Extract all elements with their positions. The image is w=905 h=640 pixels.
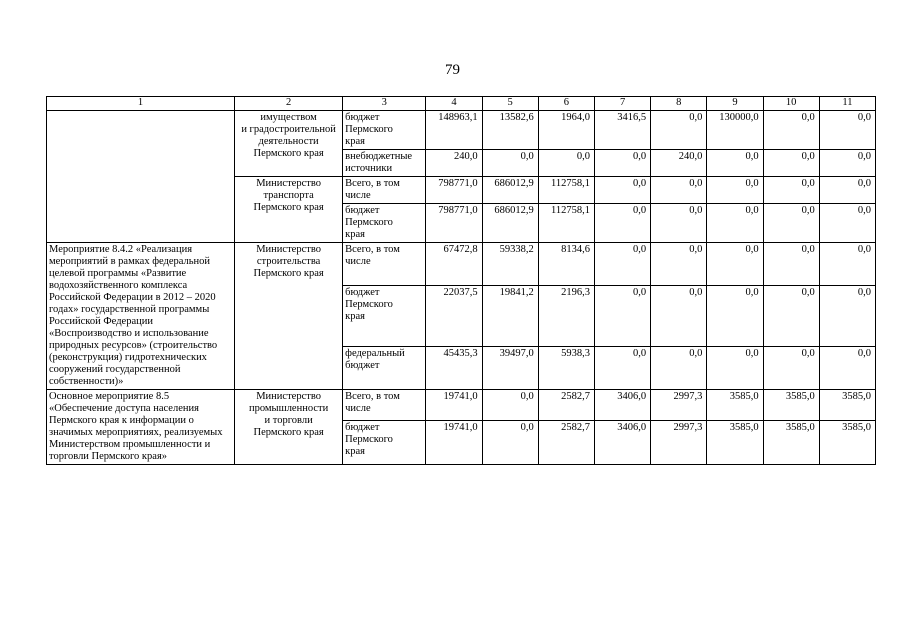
funding-source-cell: Всего, в том числе (343, 243, 426, 286)
column-header: 10 (763, 97, 819, 111)
value-cell: 3406,0 (594, 420, 650, 464)
value-cell: 3585,0 (763, 390, 819, 421)
value-cell: 19841,2 (482, 285, 538, 347)
activity-cell (47, 111, 235, 243)
value-cell: 13582,6 (482, 111, 538, 150)
column-header: 1 (47, 97, 235, 111)
value-cell: 0,0 (707, 347, 763, 390)
table-row (47, 243, 876, 286)
value-cell: 0,0 (763, 150, 819, 177)
value-cell: 0,0 (819, 150, 875, 177)
value-cell: 112758,1 (538, 204, 594, 243)
value-cell: 0,0 (651, 243, 707, 286)
value-cell: 22037,5 (426, 285, 482, 347)
value-cell: 0,0 (482, 390, 538, 421)
column-header: 3 (343, 97, 426, 111)
funding-source-cell: Всего, в том числе (343, 390, 426, 421)
funding-source-cell: бюджет Пермского края (343, 111, 426, 150)
value-cell: 3585,0 (819, 390, 875, 421)
value-cell: 3406,0 (594, 390, 650, 421)
value-cell: 0,0 (594, 150, 650, 177)
value-cell: 3585,0 (763, 420, 819, 464)
activity-cell: Мероприятие 8.4.2 «Реализация мероприятий в рамках федеральной целевой программы «Развитие водохозяйственного комплекса Российской Федерации в 2012 – 2020 годах» государственной программы Российской Федерации «Воспроизводство и использование природных ресурсов» (строительство (реконструкция) гидротехнических сооружений государственной собственности)» (47, 243, 235, 390)
value-cell: 3585,0 (819, 420, 875, 464)
column-header: 7 (594, 97, 650, 111)
value-cell: 0,0 (763, 243, 819, 286)
value-cell: 240,0 (426, 150, 482, 177)
value-cell: 0,0 (707, 204, 763, 243)
value-cell: 3416,5 (594, 111, 650, 150)
table-row (47, 390, 876, 421)
funding-source-cell: внебюджетные источники (343, 150, 426, 177)
value-cell: 686012,9 (482, 177, 538, 204)
column-header: 2 (235, 97, 343, 111)
budget-table (46, 96, 876, 465)
executor-cell: Министерство строительства Пермского края (235, 243, 343, 390)
value-cell: 0,0 (819, 243, 875, 286)
value-cell: 3585,0 (707, 390, 763, 421)
value-cell: 5938,3 (538, 347, 594, 390)
value-cell: 0,0 (763, 111, 819, 150)
value-cell: 2196,3 (538, 285, 594, 347)
value-cell: 148963,1 (426, 111, 482, 150)
value-cell: 0,0 (482, 420, 538, 464)
value-cell: 0,0 (594, 347, 650, 390)
value-cell: 2582,7 (538, 420, 594, 464)
value-cell: 0,0 (763, 177, 819, 204)
value-cell: 2997,3 (651, 420, 707, 464)
value-cell: 0,0 (651, 177, 707, 204)
value-cell: 0,0 (594, 177, 650, 204)
funding-source-cell: бюджет Пермского края (343, 285, 426, 347)
table-row (47, 111, 876, 150)
executor-cell: Министерство промышленности и торговли Пермского края (235, 390, 343, 465)
funding-source-cell: бюджет Пермского края (343, 420, 426, 464)
value-cell: 0,0 (707, 177, 763, 204)
value-cell: 0,0 (594, 204, 650, 243)
page-number: 79 (445, 62, 460, 78)
value-cell: 59338,2 (482, 243, 538, 286)
funding-source-cell: федеральный бюджет (343, 347, 426, 390)
value-cell: 0,0 (763, 347, 819, 390)
value-cell: 19741,0 (426, 420, 482, 464)
column-header: 4 (426, 97, 482, 111)
value-cell: 0,0 (482, 150, 538, 177)
value-cell: 0,0 (763, 204, 819, 243)
value-cell: 130000,0 (707, 111, 763, 150)
value-cell: 798771,0 (426, 177, 482, 204)
executor-cell: имуществом и градостроительной деятельности Пермского края (235, 111, 343, 177)
value-cell: 0,0 (819, 285, 875, 347)
column-header: 9 (707, 97, 763, 111)
funding-source-cell: Всего, в том числе (343, 177, 426, 204)
value-cell: 8134,6 (538, 243, 594, 286)
activity-cell: Основное мероприятие 8.5 «Обеспечение доступа населения Пермского края к информации о значимых мероприятиях, реализуемых Министерством промышленности и торговли Пермского края» (47, 390, 235, 465)
value-cell: 1964,0 (538, 111, 594, 150)
value-cell: 686012,9 (482, 204, 538, 243)
column-header: 11 (819, 97, 875, 111)
value-cell: 0,0 (651, 111, 707, 150)
value-cell: 0,0 (819, 111, 875, 150)
value-cell: 0,0 (707, 285, 763, 347)
header-row (47, 97, 876, 111)
value-cell: 798771,0 (426, 204, 482, 243)
value-cell: 0,0 (819, 177, 875, 204)
column-header: 8 (651, 97, 707, 111)
value-cell: 67472,8 (426, 243, 482, 286)
column-header: 6 (538, 97, 594, 111)
value-cell: 19741,0 (426, 390, 482, 421)
value-cell: 39497,0 (482, 347, 538, 390)
value-cell: 2997,3 (651, 390, 707, 421)
funding-source-cell: бюджет Пермского края (343, 204, 426, 243)
value-cell: 2582,7 (538, 390, 594, 421)
executor-cell: Министерство транспорта Пермского края (235, 177, 343, 243)
value-cell: 240,0 (651, 150, 707, 177)
value-cell: 0,0 (651, 347, 707, 390)
value-cell: 0,0 (651, 285, 707, 347)
value-cell: 0,0 (819, 204, 875, 243)
column-header: 5 (482, 97, 538, 111)
table-header (47, 97, 876, 111)
value-cell: 3585,0 (707, 420, 763, 464)
value-cell: 0,0 (594, 285, 650, 347)
table-body (47, 111, 876, 465)
value-cell: 0,0 (707, 150, 763, 177)
value-cell: 0,0 (594, 243, 650, 286)
value-cell: 0,0 (538, 150, 594, 177)
value-cell: 112758,1 (538, 177, 594, 204)
value-cell: 0,0 (763, 285, 819, 347)
value-cell: 0,0 (651, 204, 707, 243)
value-cell: 0,0 (707, 243, 763, 286)
value-cell: 0,0 (819, 347, 875, 390)
value-cell: 45435,3 (426, 347, 482, 390)
